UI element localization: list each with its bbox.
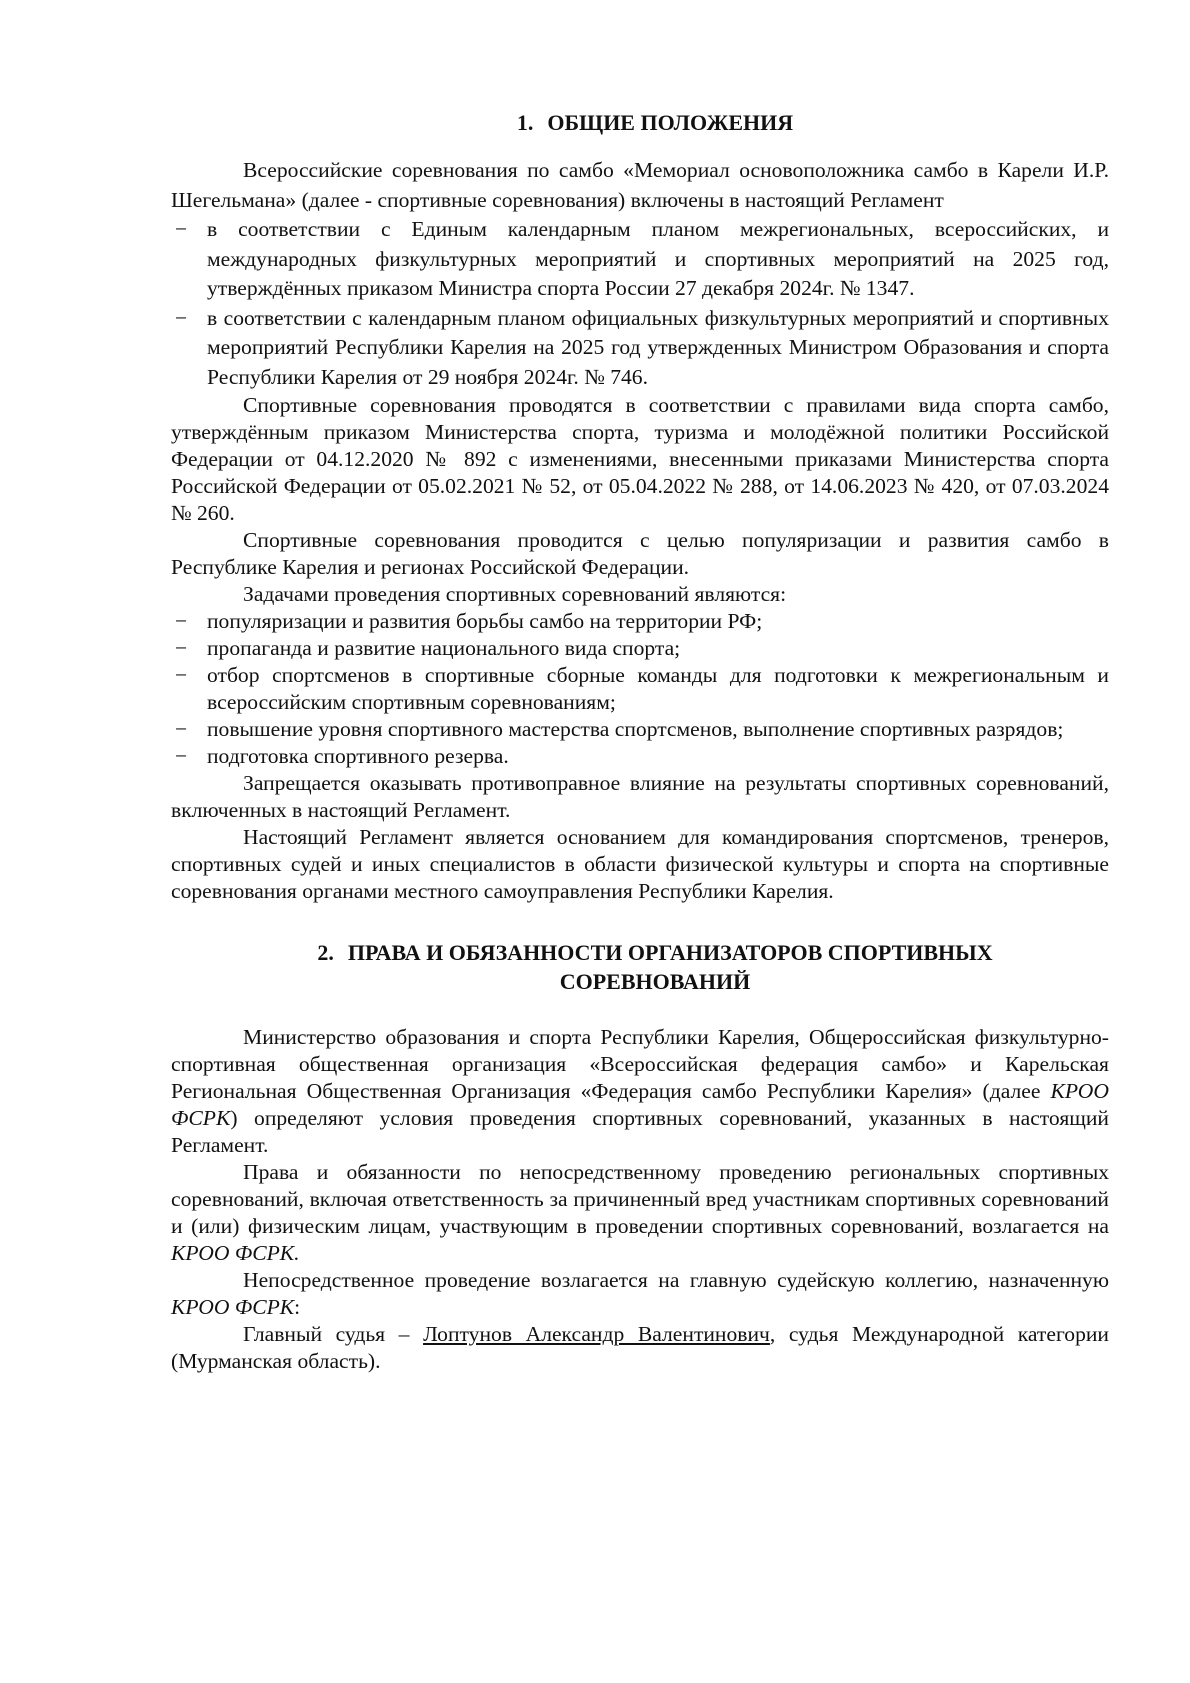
section-1-title: ОБЩИЕ ПОЛОЖЕНИЯ (547, 110, 794, 135)
task-item: − пропаганда и развитие национального вида спорта; (171, 635, 1109, 662)
task-item: − подготовка спортивного резерва. (171, 743, 1109, 770)
section-2-number: 2. (317, 940, 334, 965)
basis-list (171, 215, 1109, 392)
tasks-list (171, 608, 1109, 770)
section-2-heading (171, 938, 1109, 996)
section-2-title-line-2: СОРЕВНОВАНИЙ (559, 969, 751, 994)
organizers-tail: ) определяют условия проведения спортивных соревнований, указанных в настоящий Регламент. (171, 1106, 1109, 1157)
section-1-number: 1. (516, 110, 534, 135)
task-item: − отбор спортсменов в спортивные сборные команды для подготовки к межрегиональным и всероссийским спортивным соревнованиям; (171, 662, 1109, 716)
section-2-title-line-1: ПРАВА И ОБЯЗАННОСТИ ОРГАНИЗАТОРОВ СПОРТИВНЫХ (347, 940, 993, 965)
rules-paragraph: Спортивные соревнования проводятся в соответствии с правилами вида спорта самбо, утверждённым приказом Министерства спорта, туризма и молодёжной политики Российской Федерации от 04.12.2020 № 892 с изменениями, внесенными приказами Министерства спорта Российской Федерации от 05.02.2021 № 52, от 05.04.2022 № 288, от 14.06.2023 № 420, от 07.03.2024 № 260. (171, 393, 1109, 525)
basis-item: − в соответствии с календарным планом официальных физкультурных мероприятий и спортивных мероприятий Республики Карелия на 2025 год утвержденных Министром Образования и спорта Республики Карелия от 29 ноября 2024г. № 746. (171, 304, 1109, 393)
document-body (171, 108, 1109, 1375)
organizers-text: Министерство образования и спорта Республики Карелия, Общероссийская физкультурно-спортивная общественная организация «Всероссийская федерация самбо» и Карельская Региональная Общественная Организация «Федерация самбо Республики Карелия» (далее (171, 1025, 1109, 1103)
basis-item: − в соответствии с Единым календарным планом межрегиональных, всероссийских, и международных физкультурных мероприятий и спортивных мероприятий на 2025 год, утверждённых приказом Министра спорта России 27 декабря 2024г. № 1347. (171, 215, 1109, 304)
goal-paragraph: Спортивные соревнования проводится с целью популяризации и развития самбо в Республике Карелия и регионах Российской Федерации. (171, 528, 1109, 579)
regulation-basis-paragraph: Настоящий Регламент является основанием для командирования спортсменов, тренеров, спортивных судей и иных специалистов в области физической культуры и спорта на спортивные соревнования органами местного самоуправления Республики Карелия. (171, 825, 1109, 903)
rights-paragraph (171, 1159, 1109, 1267)
conduct-abbr: КРОО ФСРК (171, 1295, 295, 1319)
chief-judge-name: Лоптунов Александр Валентинович (423, 1322, 770, 1346)
section-1-heading (201, 108, 1109, 137)
rights-abbr: КРОО ФСРК. (171, 1241, 300, 1265)
organizers-abbr: КРОО ФСРК (171, 1079, 1109, 1130)
organizers-paragraph (171, 1024, 1109, 1159)
chief-judge-prefix: Главный судья – (243, 1322, 410, 1346)
conduct-paragraph (171, 1267, 1109, 1321)
prohibition-paragraph: Запрещается оказывать противоправное влияние на результаты спортивных соревнований, включенных в настоящий Регламент. (171, 771, 1109, 822)
section-1-intro: Всероссийские соревнования по самбо «Мемориал основоположника самбо в Карели И.Р. Шегельмана» (далее - спортивные соревнования) включены в настоящий Регламент (171, 158, 1109, 212)
tasks-heading: Задачами проведения спортивных соревнований являются: (243, 582, 787, 606)
task-item: − популяризации и развития борьбы самбо на территории РФ; (171, 608, 1109, 635)
conduct-text: Непосредственное проведение возлагается на главную судейскую коллегию, назначенную (243, 1268, 1109, 1292)
rights-text: Права и обязанности по непосредственному проведению региональных спортивных соревнований, включая ответственность за причиненный вред участникам спортивных соревнований и (или) физическим лицам, участвующим в проведении спортивных соревнований, возлагается на (171, 1160, 1109, 1238)
conduct-tail: : (294, 1295, 301, 1319)
task-item: − повышение уровня спортивного мастерства спортсменов, выполнение спортивных разрядов; (171, 716, 1109, 743)
chief-judge-paragraph (171, 1321, 1109, 1375)
chief-judge-suffix: , судья Международной категории (Мурманская область). (171, 1322, 1109, 1373)
